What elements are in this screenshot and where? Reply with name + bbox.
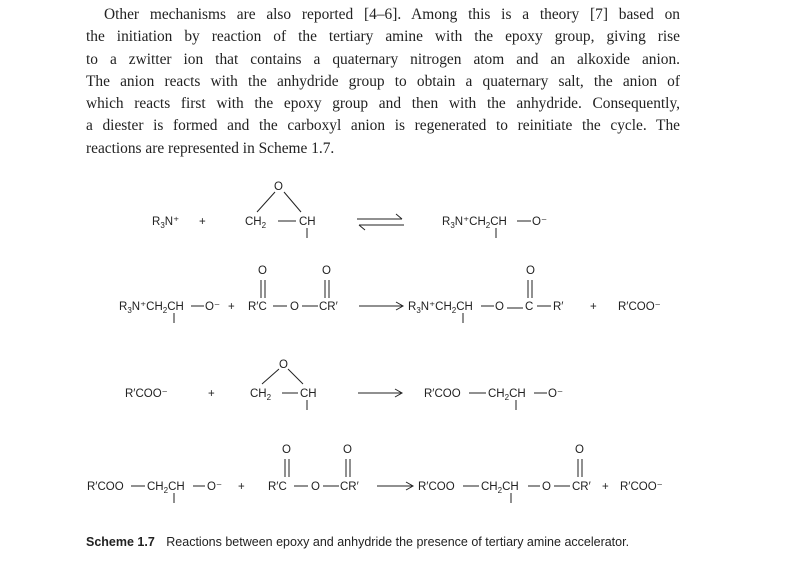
scheme-caption bbox=[86, 533, 646, 552]
plus-sign: + bbox=[208, 388, 215, 400]
svg-text:O: O bbox=[542, 481, 551, 493]
reaction-3 bbox=[125, 359, 563, 410]
svg-text:O: O bbox=[575, 444, 584, 456]
plus-sign: + bbox=[199, 216, 206, 228]
svg-text:O⁻: O⁻ bbox=[548, 388, 564, 400]
svg-text:CH2CH: $CH_2CH$ bbox=[481, 481, 519, 495]
body-paragraph bbox=[86, 4, 680, 160]
paragraph-line: the initiation by reaction of the tertiary amine with the epoxy group, giving rise bbox=[86, 28, 680, 46]
tertiary-amine: $R_3N^+$ bbox=[152, 216, 180, 230]
svg-text:CH2CH: $CH_2CH$ bbox=[147, 481, 185, 495]
ester-alkoxide-product: R′COO bbox=[424, 388, 461, 400]
ch2-group: $CH_2$ bbox=[245, 216, 267, 230]
svg-text:O⁻: O⁻ bbox=[207, 481, 223, 493]
paragraph-line: reactions are represented in Scheme 1.7. bbox=[86, 139, 335, 157]
svg-text:O: O bbox=[322, 265, 331, 277]
svg-text:C: C bbox=[525, 301, 534, 313]
svg-text:CR′: CR′ bbox=[572, 481, 591, 493]
paragraph-line: The anion reacts with the anhydride group to obtain a quaternary salt, the anion of bbox=[86, 72, 680, 90]
diester-product: R′COO bbox=[418, 481, 455, 493]
svg-text:R′C: R′C bbox=[248, 301, 267, 313]
svg-text:O: O bbox=[258, 265, 267, 277]
paragraph-line: which reacts first with the epoxy group and then with the anhydride. Consequently, bbox=[86, 95, 680, 113]
paragraph-line: to a zwitter ion that contains a quaternary nitrogen atom and an alkoxide anion. bbox=[86, 50, 680, 68]
svg-text:R′C: R′C bbox=[268, 481, 287, 493]
carboxyl-anion: R′COO⁻ bbox=[618, 301, 661, 313]
svg-text:O: O bbox=[495, 301, 504, 313]
carboxyl-anion-reactant: R′COO⁻ bbox=[125, 388, 168, 400]
paragraph-line: Other mechanisms are also reported [4–6]. Among this is a theory [7] based on bbox=[104, 6, 680, 23]
svg-text:CR′: CR′ bbox=[340, 481, 359, 493]
caption-label: Scheme 1.7 bbox=[86, 535, 155, 549]
reaction-arrow bbox=[359, 302, 403, 310]
svg-text:CH2: $CH_2$ bbox=[250, 388, 272, 402]
svg-text:O: O bbox=[290, 301, 299, 313]
quaternary-salt-product: $R_3N^+CH_2CH$ bbox=[408, 301, 473, 315]
reaction-arrow bbox=[358, 389, 402, 397]
svg-text:O: O bbox=[526, 265, 535, 277]
plus-sign: + bbox=[238, 481, 245, 493]
ch-group: CH bbox=[299, 216, 316, 228]
equilibrium-arrow bbox=[357, 214, 404, 230]
anhydride bbox=[248, 265, 338, 313]
svg-text:CR′: CR′ bbox=[319, 301, 338, 313]
svg-text:O: O bbox=[311, 481, 320, 493]
epoxide-group bbox=[250, 359, 317, 410]
svg-text:O: O bbox=[343, 444, 352, 456]
reaction-2 bbox=[119, 265, 661, 323]
plus-sign: + bbox=[602, 481, 609, 493]
reaction-scheme bbox=[0, 170, 800, 530]
svg-text:O⁻: O⁻ bbox=[205, 301, 221, 313]
epoxide-oxygen: O bbox=[274, 181, 283, 193]
plus-sign: + bbox=[590, 301, 597, 313]
reaction-arrow bbox=[377, 482, 413, 490]
epoxide-group bbox=[245, 181, 316, 238]
svg-text:O⁻: O⁻ bbox=[532, 216, 548, 228]
zwitter-ion-reactant: $R_3N^+CH_2CH$ bbox=[119, 301, 184, 315]
svg-text:CH2CH: $CH_2CH$ bbox=[488, 388, 526, 402]
ester-alkoxide-reactant: R′COO bbox=[87, 481, 124, 493]
carboxyl-anion: R′COO⁻ bbox=[620, 481, 663, 493]
svg-text:CH: CH bbox=[300, 388, 317, 400]
reaction-1 bbox=[152, 181, 547, 238]
paragraph-line: a diester is formed and the carboxyl anion is regenerated to reinitiate the cycle. The bbox=[86, 117, 680, 135]
svg-text:O: O bbox=[279, 359, 288, 371]
caption-text: Reactions between epoxy and anhydride the presence of tertiary amine accelerator. bbox=[166, 535, 630, 549]
reaction-4 bbox=[87, 444, 663, 503]
svg-text:O: O bbox=[282, 444, 291, 456]
svg-text:R′: R′ bbox=[553, 301, 564, 313]
zwitter-ion-product: $R_3N^+CH_2CH$ bbox=[442, 216, 507, 230]
plus-sign: + bbox=[228, 301, 235, 313]
anhydride bbox=[268, 444, 359, 493]
